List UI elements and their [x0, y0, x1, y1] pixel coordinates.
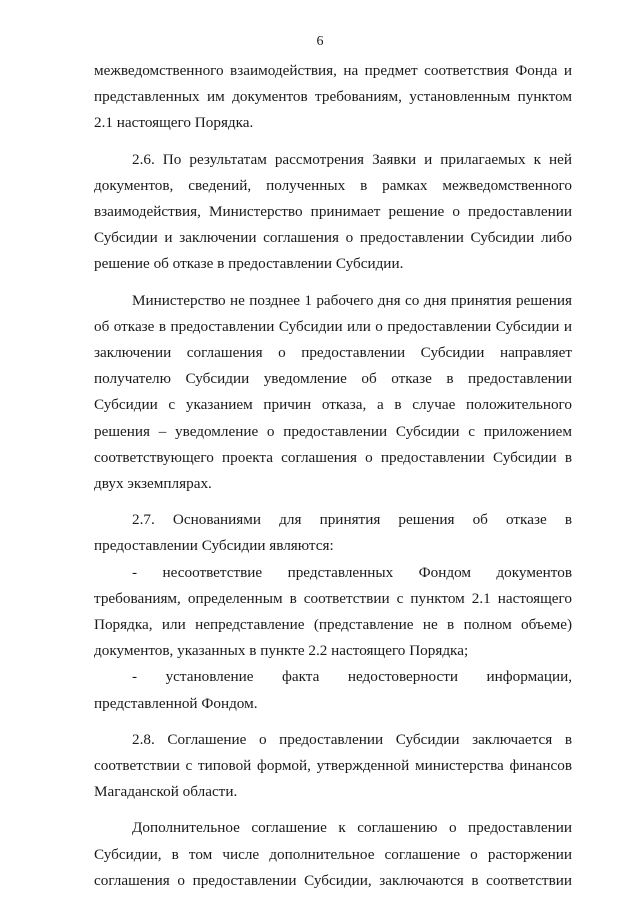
document-body [94, 58, 572, 894]
list-item-2: - установление факта недостоверности информации, представленной Фондом. [94, 668, 572, 712]
paragraph-2-7: 2.7. Основаниями для принятия решения об отказе в предоставлении Субсидии являются: [94, 511, 572, 555]
paragraph-1: межведомственного взаимодействия, на предмет соответствия Фонда и представленных им документов требованиям, установленным пунктом 2.1 настоящего Порядка. [94, 62, 572, 132]
paragraph-2-6: 2.6. По результатам рассмотрения Заявки и прилагаемых к ней документов, сведений, полученных в рамках межведомственного взаимодействия, Министерство принимает решение о предоставлении Субсидии и заключении соглашения о предоставлении Субсидии либо решение об отказе в предоставлении Субсидии. [94, 150, 572, 273]
list-item-1: - несоответствие представленных Фондом документов требованиям, определенным в соответствии с пунктом 2.1 настоящего Порядка, или непредставление (представление не в полном объеме) документов, указанных в пункте 2.2 настоящего Порядка; [94, 563, 572, 660]
page-number: 6 [316, 34, 324, 49]
paragraph-additional-agreement: Дополнительное соглашение к соглашению о предоставлении Субсидии, в том числе дополнительное соглашение о расторжении соглашения о предоставлении Субсидии, заключаются в соответствии [94, 819, 572, 889]
paragraph-notification: Министерство не позднее 1 рабочего дня со дня принятия решения об отказе в предоставлении Субсидии или о предоставлении Субсидии и заключении соглашения о предоставлении Субсидии направляет получателю Субсидии уведомление об отказе в предоставлении Субсидии с указанием причин отказа, а в случае положительного решения – уведомление о предоставлении Субсидии с приложением соответствующего проекта соглашения о предоставлении Субсидии в двух экземплярах. [94, 291, 572, 493]
paragraph-2-8: 2.8. Соглашение о предоставлении Субсидии заключается в соответствии с типовой формой, утвержденной министерства финансов Магаданской области. [94, 730, 572, 801]
